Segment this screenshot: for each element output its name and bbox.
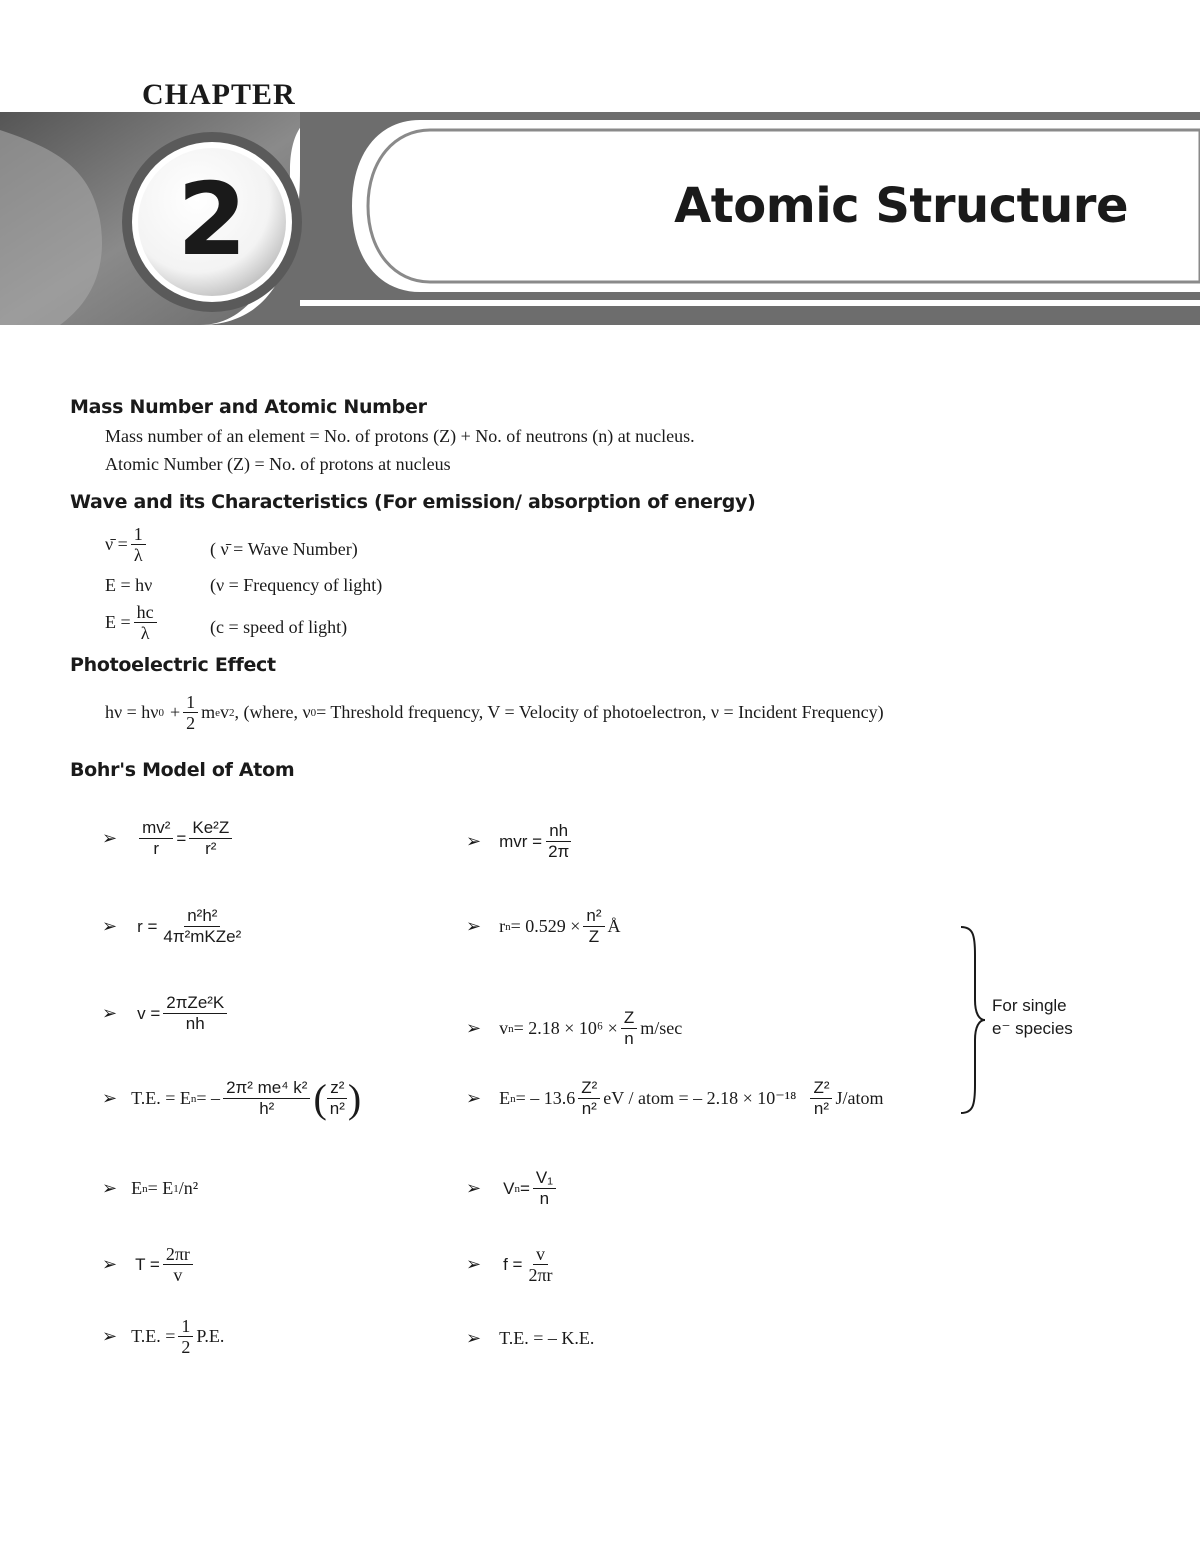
bullet-icon: ➢	[102, 1088, 118, 1108]
half-fraction	[183, 692, 198, 733]
bohr-right-5	[466, 1168, 559, 1209]
bohr-right-4	[466, 1078, 883, 1119]
formula-mid: = –	[196, 1088, 221, 1108]
equals: =	[176, 828, 187, 848]
wave-number-formula	[105, 524, 149, 565]
energy-note: (ν = Frequency of light)	[210, 575, 383, 595]
denominator: n²	[813, 1099, 830, 1118]
photoelectric-equation	[105, 692, 884, 733]
energy-hc-formula	[105, 602, 160, 643]
formula-lhs: E	[499, 1088, 511, 1108]
wave-number-note: ( ν̄ = Wave Number)	[210, 539, 358, 559]
fraction	[525, 1244, 555, 1285]
formula-rhs: J/atom	[835, 1088, 884, 1108]
photo-where-a: , (where, ν	[234, 702, 311, 722]
denominator: 2	[186, 713, 196, 733]
bohr-left-6	[102, 1244, 196, 1285]
bullet-icon: ➢	[102, 1178, 118, 1198]
formula-lhs: T =	[135, 1254, 160, 1274]
bullet-icon: ➢	[466, 1178, 482, 1198]
denominator: h²	[259, 1099, 275, 1118]
formula-lhs: r =	[137, 916, 158, 936]
bohr-left-5	[102, 1178, 198, 1199]
bohr-left-7	[102, 1316, 224, 1357]
photo-mass-sub: e	[215, 706, 220, 719]
denominator: Z	[588, 927, 600, 946]
numerator: V₁	[533, 1168, 556, 1189]
bohr-right-6	[466, 1244, 559, 1285]
numerator: Z²	[578, 1078, 600, 1099]
paren-close: )	[347, 1075, 362, 1121]
denominator: n²	[581, 1099, 597, 1118]
fraction	[163, 993, 227, 1034]
numerator: n²h²	[184, 906, 220, 927]
chapter-title: Atomic Structure	[674, 178, 1128, 234]
bohr-left-1	[102, 818, 235, 859]
formula-text: T.E. = – K.E.	[499, 1328, 595, 1348]
denominator: 4π²mKZe²	[163, 927, 242, 946]
note-line-2: e⁻ species	[992, 1019, 1073, 1038]
bullet-icon: ➢	[102, 1254, 118, 1274]
numerator: Ke²Z	[189, 818, 232, 839]
energy-formula: E = hν	[105, 575, 153, 595]
formula-mid: = 0.529 ×	[510, 916, 581, 936]
denominator: n	[624, 1029, 634, 1048]
denominator: 2	[181, 1337, 191, 1357]
denominator: r	[153, 839, 160, 858]
single-electron-note	[992, 994, 1073, 1040]
fraction	[131, 524, 146, 565]
photo-velocity: v	[220, 702, 229, 722]
bullet-icon: ➢	[466, 1018, 482, 1038]
fraction	[223, 1078, 310, 1119]
formula-lhs: E =	[105, 612, 131, 632]
numerator: 2πZe²K	[163, 993, 227, 1014]
numerator: n²	[583, 906, 604, 927]
formula-lhs: v	[499, 1018, 509, 1038]
bullet-icon: ➢	[466, 916, 482, 936]
fraction	[178, 1316, 193, 1357]
formula-lhs: v =	[137, 1003, 161, 1023]
denominator: v	[173, 1265, 183, 1285]
formula-rhs: m/sec	[640, 1018, 683, 1038]
numerator: 2π² me⁴ k²	[223, 1078, 310, 1099]
bullet-icon: ➢	[102, 828, 118, 848]
bullet-icon: ➢	[102, 1003, 118, 1023]
bullet-icon: ➢	[466, 1088, 482, 1108]
formula-lhs: ν̄ =	[105, 534, 128, 554]
section-heading-mass: Mass Number and Atomic Number	[70, 396, 427, 418]
fraction	[163, 1244, 193, 1285]
atomic-number-definition: Atomic Number (Z) = No. of protons at nucleus	[105, 454, 451, 474]
fraction	[583, 906, 604, 947]
bohr-right-3	[466, 1008, 682, 1049]
numerator: mv²	[139, 818, 173, 839]
photo-plus: +	[169, 702, 181, 722]
photo-sub: 0	[158, 706, 164, 719]
mass-number-definition: Mass number of an element = No. of protons (Z) + No. of neutrons (n) at nucleus.	[105, 426, 695, 446]
numerator: hc	[134, 602, 157, 623]
denominator: 2πr	[528, 1265, 553, 1285]
formula-rest: = E	[147, 1178, 174, 1198]
formula-mid: =	[519, 1178, 530, 1198]
fraction	[189, 818, 232, 859]
formula-lhs: T.E. = E	[131, 1088, 191, 1108]
denominator: 2π	[548, 842, 570, 861]
formula-rest: /n²	[178, 1178, 199, 1198]
formula-sub: n	[514, 1182, 520, 1195]
formula-sub: n	[190, 1092, 197, 1105]
photo-where-b: = Threshold frequency, V = Velocity of photoelectron, ν = Incident Frequency)	[316, 702, 884, 722]
numerator: nh	[546, 821, 571, 842]
formula-mid: = – 13.6	[515, 1088, 576, 1108]
bohr-right-7	[466, 1328, 594, 1349]
bohr-left-2	[102, 906, 247, 947]
numerator: z²	[327, 1078, 347, 1099]
bohr-right-2	[466, 906, 621, 947]
numerator: 1	[183, 692, 198, 713]
numerator: 1	[131, 524, 146, 545]
formula-mid2: eV / atom = – 2.18 × 10⁻¹⁸	[603, 1088, 797, 1108]
denominator: n	[539, 1189, 550, 1208]
chapter-number: 2	[177, 161, 247, 278]
fraction	[139, 818, 173, 859]
bohr-left-3	[102, 993, 230, 1034]
fraction	[578, 1078, 600, 1119]
denominator: nh	[185, 1014, 205, 1033]
bullet-icon: ➢	[102, 916, 118, 936]
note-line-1: For single	[992, 996, 1067, 1015]
numerator: 1	[178, 1316, 193, 1337]
formula-rhs: Å	[607, 916, 621, 936]
fraction	[160, 906, 244, 947]
section-heading-wave: Wave and its Characteristics (For emission/ absorption of energy)	[70, 491, 756, 513]
numerator: 2πr	[163, 1244, 193, 1265]
numerator: Z²	[810, 1078, 832, 1099]
photo-velocity-sup: 2	[229, 706, 235, 719]
fraction	[545, 821, 572, 862]
numerator: v	[533, 1244, 548, 1265]
section-heading-photoelectric: Photoelectric Effect	[70, 654, 276, 676]
formula-lhs: V	[503, 1178, 515, 1198]
section-heading-bohr: Bohr's Model of Atom	[70, 759, 295, 781]
fraction	[810, 1078, 832, 1119]
formula-lhs: r	[499, 916, 506, 936]
formula-sub: n	[508, 1022, 514, 1035]
photo-lhs: hν = hν	[105, 702, 159, 722]
bullet-icon: ➢	[102, 1326, 118, 1346]
bohr-left-4	[102, 1075, 362, 1121]
denominator: λ	[140, 623, 150, 643]
bullet-icon: ➢	[466, 831, 482, 851]
chapter-label: CHAPTER	[142, 78, 296, 111]
denominator: n²	[329, 1099, 345, 1118]
bohr-right-1	[466, 821, 575, 862]
formula-lhs: T.E. =	[131, 1326, 176, 1346]
formula-mid: = 2.18 × 10⁶ ×	[513, 1018, 618, 1038]
formula-rhs: P.E.	[196, 1326, 225, 1346]
denominator: λ	[133, 545, 143, 565]
formula-lhs: mvr =	[499, 831, 543, 851]
formula-lhs: f =	[503, 1254, 523, 1274]
bullet-icon: ➢	[466, 1328, 482, 1348]
formula-sub: n	[505, 920, 511, 933]
fraction	[327, 1078, 348, 1119]
fraction	[134, 602, 157, 643]
speed-of-light-note: (c = speed of light)	[210, 617, 348, 637]
photo-mass: m	[201, 702, 216, 722]
formula-sub: n	[510, 1092, 516, 1105]
formula-text: E	[131, 1178, 143, 1198]
denominator: r²	[205, 839, 217, 858]
photo-where-sub: 0	[310, 706, 317, 719]
numerator: Z	[621, 1008, 637, 1029]
fraction	[621, 1008, 637, 1049]
fraction	[533, 1168, 556, 1209]
formula-sub: n	[142, 1182, 148, 1195]
paren-open: (	[313, 1075, 327, 1121]
formula-sub: 1	[173, 1182, 179, 1195]
bullet-icon: ➢	[466, 1254, 482, 1274]
curly-brace	[955, 925, 987, 1115]
